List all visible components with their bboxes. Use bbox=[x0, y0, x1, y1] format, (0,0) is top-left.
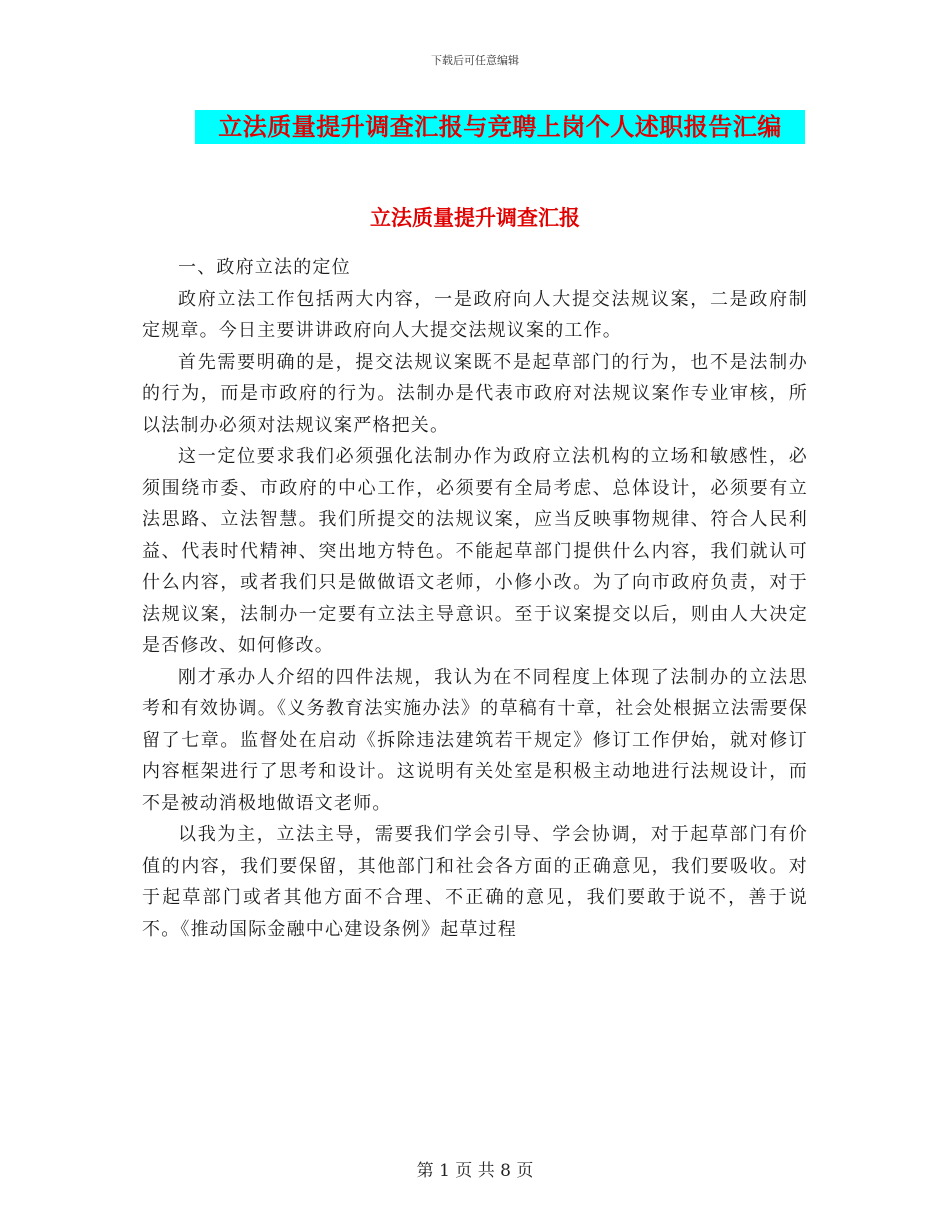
body-paragraph: 以我为主，立法主导，需要我们学会引导、学会协调，对于起草部门有价值的内容，我们要保留，其他部门和社会各方面的正确意见，我们要吸收。对于起草部门或者其他方面不合理、不正确的意见，我们要敢于说不，善于说不。《推动国际金融中心建设条例》起草过程 bbox=[142, 824, 808, 940]
body-paragraph: 首先需要明确的是，提交法规议案既不是起草部门的行为，也不是法制办的行为，而是市政府的行为。法制办是代表市政府对法规议案作专业审核，所以法制办必须对法规议案严格把关。 bbox=[142, 351, 808, 436]
header-note: 下载后可任意编辑 bbox=[431, 54, 519, 67]
document-title: 立法质量提升调查汇报与竞聘上岗个人述职报告汇编 bbox=[195, 110, 805, 144]
body-paragraph: 刚才承办人介绍的四件法规，我认为在不同程度上体现了法制办的立法思考和有效协调。《义务教育法实施办法》的草稿有十章，社会处根据立法需要保留了七章。监督处在启动《拆除违法建筑若干规定》修订工作伊始，就对修订内容框架进行了思考和设计。这说明有关处室是积极主动地进行法规设计，而不是被动消极地做语文老师。 bbox=[142, 666, 808, 814]
body-paragraph: 政府立法工作包括两大内容，一是政府向人大提交法规议案，二是政府制定规章。今日主要讲讲政府向人大提交法规议案的工作。 bbox=[142, 288, 808, 341]
page-footer: 第 1 页 共 8 页 bbox=[416, 1161, 534, 1181]
body-paragraph: 这一定位要求我们必须强化法制办作为政府立法机构的立场和敏感性，必须围绕市委、市政府的中心工作，必须要有全局考虑、总体设计，必须要有立法思路、立法智慧。我们所提交的法规议案，应当反映事物规律、符合人民利益、代表时代精神、突出地方特色。不能起草部门提供什么内容，我们就认可什么内容，或者我们只是做做语文老师，小修小改。为了向市政府负责，对于法规议案，法制办一定要有立法主导意识。至于议案提交以后，则由人大决定是否修改、如何修改。 bbox=[142, 446, 808, 656]
body-paragraph: 一、政府立法的定位 bbox=[178, 257, 351, 278]
document-body bbox=[142, 252, 808, 945]
section-title: 立法质量提升调查汇报 bbox=[370, 206, 580, 230]
